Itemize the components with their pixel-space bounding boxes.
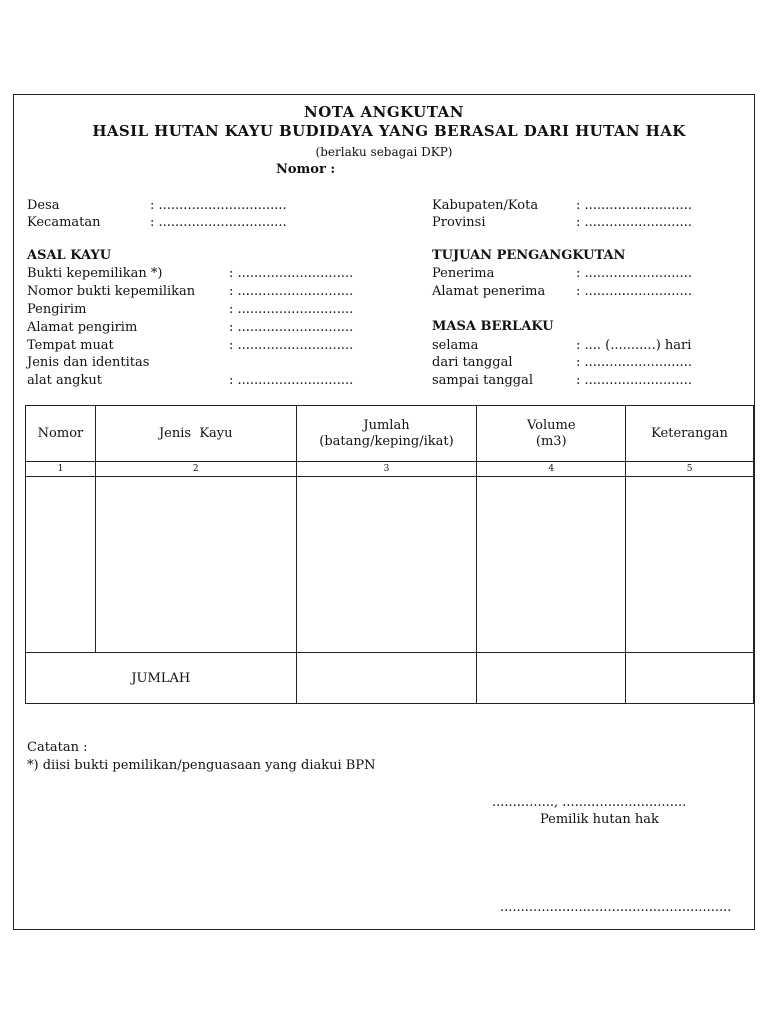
table-cell[interactable] [26, 477, 96, 653]
tujuan-field-value: : .......................... [576, 284, 692, 299]
table-body-row [26, 477, 754, 653]
table-cell[interactable] [296, 477, 477, 653]
masa-field-value: : .......................... [576, 373, 692, 388]
desa-label: Desa [27, 198, 60, 213]
tujuan-heading: TUJUAN PENGANGKUTAN [432, 248, 626, 263]
asal-kayu-heading: ASAL KAYU [27, 248, 112, 263]
document-note: (berlaku sebagai DKP) [315, 145, 453, 159]
table-header-row [26, 406, 754, 462]
desa-value: : ............................... [150, 198, 287, 213]
masa-field-value: : .... (...........) hari [576, 338, 692, 353]
provinsi-value: : .......................... [576, 215, 692, 230]
column-number: 5 [626, 462, 754, 477]
table-cell[interactable] [95, 477, 296, 653]
notes-line: *) diisi bukti pemilikan/penguasaan yang diakui BPN [27, 758, 376, 773]
notes-label: Catatan : [27, 740, 88, 755]
tujuan-field-label: Penerima [432, 266, 495, 281]
signature-date-line: ..............., .............................. [492, 795, 687, 810]
header-jumlah: Jumlah (batang/keping/ikat) [296, 406, 477, 462]
total-volume-cell[interactable] [477, 653, 626, 704]
header-volume: Volume (m3) [477, 406, 626, 462]
total-jumlah-cell[interactable] [296, 653, 477, 704]
kabupaten-value: : .......................... [576, 198, 692, 213]
nomor-label: Nomor : [276, 162, 336, 177]
tujuan-field-value: : .......................... [576, 266, 692, 281]
column-number: 1 [26, 462, 96, 477]
kecamatan-label: Kecamatan [27, 215, 101, 230]
total-label: JUMLAH [26, 653, 297, 704]
asal-field-value: : ............................ [229, 284, 354, 299]
column-number: 3 [296, 462, 477, 477]
kabupaten-label: Kabupaten/Kota [432, 198, 539, 213]
asal-field-label: Pengirim [27, 302, 87, 317]
asal-field-label: Alamat pengirim [27, 320, 138, 335]
asal-field-value: : ............................ [229, 373, 354, 388]
masa-field-label: dari tanggal [432, 355, 513, 370]
masa-field-label: sampai tanggal [432, 373, 534, 388]
document-subtitle: HASIL HUTAN KAYU BUDIDAYA YANG BERASAL DARI HUTAN HAK [92, 122, 686, 140]
column-number: 2 [95, 462, 296, 477]
table-cell[interactable] [626, 477, 754, 653]
kecamatan-value: : ............................... [150, 215, 287, 230]
table-cell[interactable] [477, 477, 626, 653]
asal-field-value: : ............................ [229, 320, 354, 335]
table-total-row [26, 653, 754, 704]
column-number: 4 [477, 462, 626, 477]
asal-field-value: : ............................ [229, 302, 354, 317]
asal-field-label: Bukti kepemilikan *) [27, 266, 163, 281]
header-keterangan: Keterangan [626, 406, 754, 462]
masa-berlaku-heading: MASA BERLAKU [432, 319, 554, 334]
asal-field-value: : ............................ [229, 338, 354, 353]
signature-line: ........................................................ [500, 900, 732, 915]
asal-field-label: alat angkut [27, 373, 102, 388]
asal-field-value: : ............................ [229, 266, 354, 281]
masa-field-label: selama [432, 338, 479, 353]
masa-field-value: : .......................... [576, 355, 692, 370]
provinsi-label: Provinsi [432, 215, 486, 230]
asal-field-label: Jenis dan identitas [27, 355, 150, 370]
header-nomor: Nomor [26, 406, 96, 462]
tujuan-field-label: Alamat penerima [432, 284, 546, 299]
table-number-row [26, 462, 754, 477]
total-keterangan-cell[interactable] [626, 653, 754, 704]
asal-field-label: Nomor bukti kepemilikan [27, 284, 196, 299]
signature-role: Pemilik hutan hak [540, 812, 659, 827]
asal-field-label: Tempat muat [27, 338, 114, 353]
document-title: NOTA ANGKUTAN [304, 103, 464, 121]
header-jenis-kayu: Jenis Kayu [95, 406, 296, 462]
cargo-table [25, 405, 754, 704]
